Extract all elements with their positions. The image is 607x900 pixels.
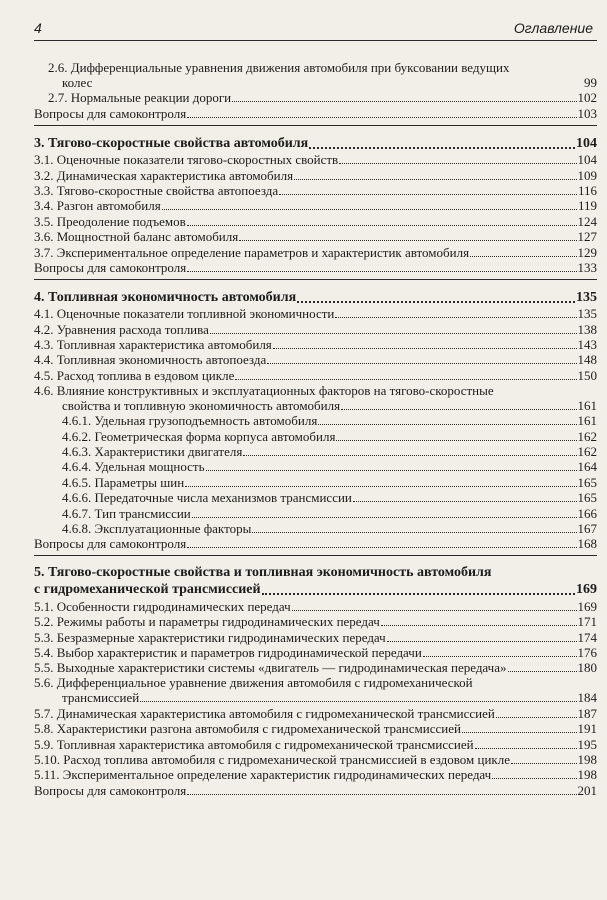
toc-entry-label: 4.6.6. Передаточные числа механизмов трансмиссии xyxy=(62,490,352,506)
toc-entry-label: 4.6.8. Эксплуатационные факторы xyxy=(62,520,252,536)
toc-entry-page: 116 xyxy=(577,182,597,198)
toc-entry-page: 187 xyxy=(577,705,597,721)
toc-entry-label: 5.1. Особенности гидродинамических передач xyxy=(34,598,291,614)
table-of-contents xyxy=(34,60,597,798)
toc-entry[interactable] xyxy=(34,629,597,644)
toc-entry[interactable] xyxy=(34,767,597,782)
toc-entry-label: 4.5. Расход топлива в ездовом цикле xyxy=(34,367,235,383)
toc-entry[interactable] xyxy=(34,598,597,613)
toc-entry[interactable] xyxy=(34,152,597,167)
toc-entry-2-7[interactable] xyxy=(34,90,597,105)
toc-entry-page: 168 xyxy=(577,536,597,552)
toc-entry-page: 174 xyxy=(577,629,597,645)
toc-entry-label: 5.9. Топливная характеристика автомобиля с гидромеханической трансмиссией xyxy=(34,736,474,752)
toc-entry[interactable] xyxy=(34,721,597,736)
toc-entry-page: 124 xyxy=(577,213,597,229)
toc-entry-page: 162 xyxy=(577,444,597,460)
toc-entry-label: 4.6.5. Параметры шин xyxy=(62,474,185,490)
chapter-3-entries xyxy=(34,152,597,275)
toc-entry[interactable] xyxy=(34,614,597,629)
toc-entry-questions-4[interactable] xyxy=(34,536,597,551)
toc-entry[interactable] xyxy=(34,459,597,474)
toc-entry-label: 5.7. Динамическая характеристика автомобиля с гидромеханической трансмиссией xyxy=(34,705,495,721)
toc-entry-page: 198 xyxy=(577,767,597,783)
toc-entry-label-cont: трансмиссией xyxy=(62,690,140,706)
toc-entry-label: 5.3. Безразмерные характеристики гидродинамических передач xyxy=(34,629,386,645)
toc-entry-page: 161 xyxy=(577,413,597,429)
toc-entry[interactable] xyxy=(34,490,597,505)
toc-entry-label: 4.2. Уравнения расхода топлива xyxy=(34,321,209,337)
toc-chapter-4[interactable] xyxy=(34,288,597,306)
toc-entry-page: 162 xyxy=(577,428,597,444)
toc-entry-page: 164 xyxy=(577,459,597,475)
chapter-page: 135 xyxy=(576,289,597,305)
toc-entry[interactable] xyxy=(34,705,597,720)
chapter-divider xyxy=(34,555,597,556)
chapter-5-entries-b xyxy=(34,705,597,797)
toc-entry[interactable] xyxy=(34,198,597,213)
toc-entry[interactable] xyxy=(34,321,597,336)
toc-entry-page: 191 xyxy=(577,721,597,737)
toc-entry[interactable] xyxy=(34,337,597,352)
toc-entry-label: 5.6. Дифференциальное уравнение движения автомобиля с гидромеханической xyxy=(34,675,473,691)
toc-entry-label: Вопросы для самоконтроля xyxy=(34,259,187,275)
chapter-page: 104 xyxy=(576,135,597,151)
chapter-4-6-subentries xyxy=(34,413,597,536)
toc-entry-page: 129 xyxy=(577,244,597,260)
toc-entry-page: 195 xyxy=(577,736,597,752)
toc-entry-2-6[interactable] xyxy=(34,60,597,90)
chapter-5-entries-a xyxy=(34,598,597,675)
toc-entry-page: 150 xyxy=(577,367,597,383)
toc-entry-page: 99 xyxy=(584,75,597,90)
toc-entry[interactable] xyxy=(34,167,597,182)
toc-chapter-5[interactable] xyxy=(34,564,597,598)
toc-chapter-3[interactable] xyxy=(34,134,597,152)
toc-entry[interactable] xyxy=(34,752,597,767)
toc-entry-page: 127 xyxy=(577,229,597,245)
toc-entry-label: 4.4. Топливная экономичность автопоезда xyxy=(34,352,267,368)
toc-entry-page: 167 xyxy=(577,520,597,536)
chapter-title: 5. Тягово-скоростные свойства и топливная экономичность автомобиля xyxy=(34,565,492,581)
toc-entry[interactable] xyxy=(34,306,597,321)
toc-entry-page: 103 xyxy=(577,105,597,121)
toc-entry-label: 4.6.4. Удельная мощность xyxy=(62,459,205,475)
toc-entry-label: 4.6.7. Тип трансмиссии xyxy=(62,505,191,521)
toc-entry-page: 148 xyxy=(577,352,597,368)
toc-entry-page: 184 xyxy=(577,690,597,706)
toc-entry-page: 165 xyxy=(577,490,597,506)
toc-entry[interactable] xyxy=(34,260,597,275)
toc-entry-page: 119 xyxy=(577,198,597,214)
toc-entry-label: 4.6.2. Геометрическая форма корпуса автомобиля xyxy=(62,428,336,444)
toc-entry[interactable] xyxy=(34,736,597,751)
running-header xyxy=(34,14,597,41)
toc-entry-page: 143 xyxy=(577,337,597,353)
toc-entry-label: 3.6. Мощностной баланс автомобиля xyxy=(34,229,239,245)
page-number: 4 xyxy=(34,20,42,36)
toc-entry[interactable] xyxy=(34,444,597,459)
toc-entry-label: 3.3. Тягово-скоростные свойства автопоезда xyxy=(34,182,279,198)
toc-entry-page: 198 xyxy=(577,751,597,767)
toc-entry-label: 4.6.1. Удельная грузоподъемность автомобиля xyxy=(62,413,318,429)
toc-entry-label: 5.10. Расход топлива автомобиля с гидромеханической трансмиссией в ездовом цикле xyxy=(34,751,510,767)
chapter-page: 169 xyxy=(576,582,597,598)
toc-entry[interactable] xyxy=(34,413,597,428)
toc-entry-label: 4.6. Влияние конструктивных и эксплуатационных факторов на тягово-скоростные xyxy=(34,382,494,398)
toc-entry-5-6[interactable] xyxy=(34,675,597,705)
toc-entry-page: 138 xyxy=(577,321,597,337)
chapter-divider xyxy=(34,125,597,126)
toc-entry-label: Вопросы для самоконтроля xyxy=(34,105,187,121)
section-title: Оглавление xyxy=(513,20,593,36)
toc-entry[interactable] xyxy=(34,521,597,536)
toc-entry[interactable] xyxy=(34,367,597,382)
toc-entry[interactable] xyxy=(34,183,597,198)
toc-entry-page: 180 xyxy=(577,660,597,676)
toc-entry[interactable] xyxy=(34,428,597,443)
toc-entry-page: 169 xyxy=(577,598,597,614)
toc-entry[interactable] xyxy=(34,352,597,367)
toc-entry-label: 4.1. Оценочные показатели топливной экономичности xyxy=(34,306,335,322)
toc-entry-4-6[interactable] xyxy=(34,383,597,413)
toc-entry-page: 135 xyxy=(577,306,597,322)
toc-entry[interactable] xyxy=(34,645,597,660)
toc-entry-label: 5.5. Выходные характеристики системы «двигатель — гидродинамическая передача» xyxy=(34,660,507,676)
toc-entry[interactable] xyxy=(34,244,597,259)
toc-entry-label: 3.4. Разгон автомобиля xyxy=(34,198,161,214)
toc-entry-questions-2[interactable] xyxy=(34,105,597,120)
toc-entry-label: 5.8. Характеристики разгона автомобиля с гидромеханической трансмиссией xyxy=(34,721,461,737)
toc-entry[interactable] xyxy=(34,213,597,228)
toc-entry-label: 3.7. Экспериментальное определение параметров и характеристик автомобиля xyxy=(34,244,470,260)
chapter-title: 4. Топливная экономичность автомобиля xyxy=(34,289,297,305)
toc-entry-label: 4.3. Топливная характеристика автомобиля xyxy=(34,337,272,353)
toc-entry[interactable] xyxy=(34,229,597,244)
chapter-4-entries xyxy=(34,306,597,383)
toc-entry-page: 201 xyxy=(577,782,597,798)
toc-entry-label: 3.1. Оценочные показатели тягово-скоростных свойств xyxy=(34,152,339,168)
chapter-title-cont: с гидромеханической трансмиссией xyxy=(34,582,261,598)
toc-entry-page: 102 xyxy=(577,90,597,106)
toc-entry-page: 165 xyxy=(577,474,597,490)
toc-entry-label: 5.2. Режимы работы и параметры гидродинамических передач xyxy=(34,614,380,630)
toc-entry-label: 3.5. Преодоление подъемов xyxy=(34,213,186,229)
toc-entry-label-cont: свойства и топливную экономичность автомобиля xyxy=(62,397,341,413)
toc-entry-page: 176 xyxy=(577,644,597,660)
toc-entry[interactable] xyxy=(34,660,597,675)
toc-entry-label: Вопросы для самоконтроля xyxy=(34,536,187,552)
toc-entry[interactable] xyxy=(34,782,597,797)
chapter-divider xyxy=(34,279,597,280)
toc-entry-label-cont: колес xyxy=(62,75,93,90)
toc-entry-page: 133 xyxy=(577,259,597,275)
toc-entry-page: 109 xyxy=(577,167,597,183)
toc-entry-label: 3.2. Динамическая характеристика автомобиля xyxy=(34,167,294,183)
toc-entry-page: 104 xyxy=(577,152,597,168)
toc-entry[interactable] xyxy=(34,505,597,520)
toc-entry-label: 5.11. Экспериментальное определение характеристик гидродинамических передач xyxy=(34,767,492,783)
toc-entry-page: 171 xyxy=(577,614,597,630)
toc-entry-label: 4.6.3. Характеристики двигателя xyxy=(62,444,243,460)
toc-entry-page: 161 xyxy=(577,397,597,413)
chapter-title: 3. Тягово-скоростные свойства автомобиля xyxy=(34,135,309,151)
toc-entry-label: 5.4. Выбор характеристик и параметров гидродинамической передачи xyxy=(34,644,422,660)
toc-entry-label: 2.7. Нормальные реакции дороги xyxy=(48,90,232,106)
toc-entry[interactable] xyxy=(34,474,597,489)
toc-entry-label: 2.6. Дифференциальные уравнения движения автомобиля при буксовании ведущих xyxy=(48,60,510,75)
toc-entry-label: Вопросы для самоконтроля xyxy=(34,782,187,798)
toc-entry-page: 166 xyxy=(577,505,597,521)
